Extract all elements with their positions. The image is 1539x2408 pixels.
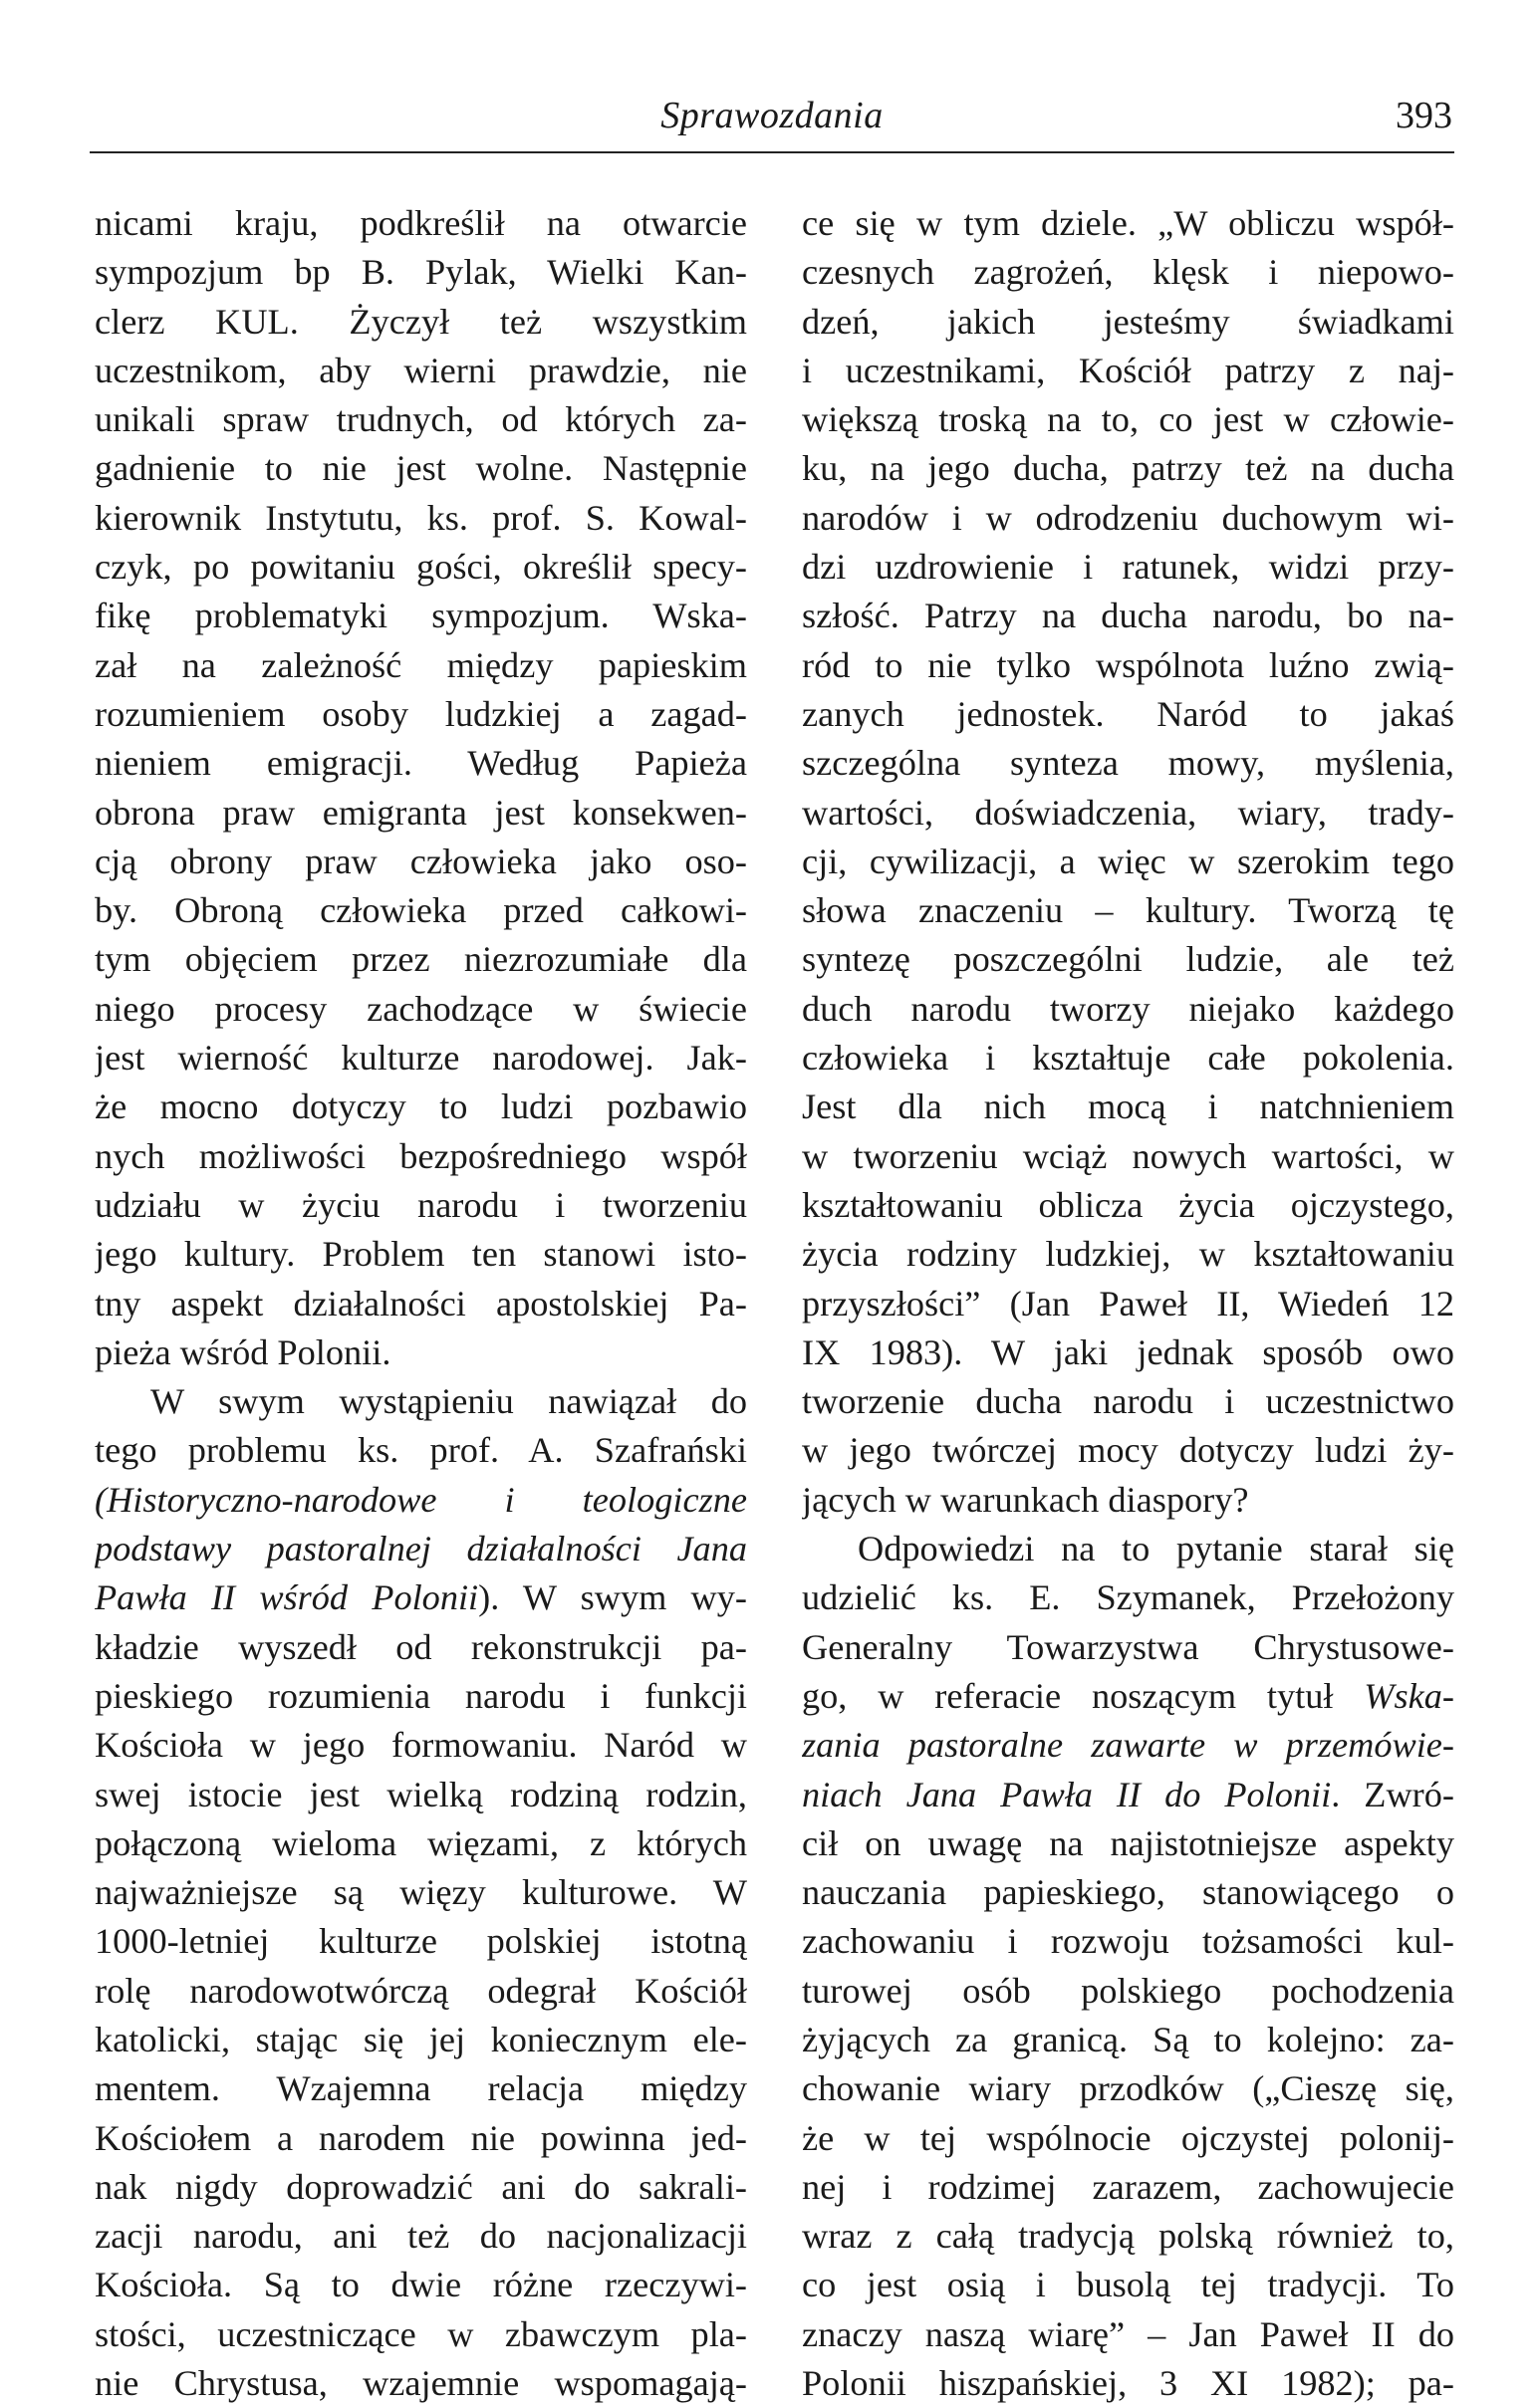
text-line: najważniejsze są więzy kulturowe. W [95,1872,747,1913]
text-line: 1000-letniej kulturze polskiej istotną [95,1921,747,1962]
text-line: W swym wystąpieniu nawiązał do [150,1381,747,1422]
text-line: wraz z całą tradycją polską również to, [802,2216,1454,2257]
text-line: nieniem emigracji. Według Papieża [95,743,747,784]
text-line: Pawła II wśród Polonii). W swym wy- [95,1577,747,1618]
text-line: nicami kraju, podkreślił na otwarcie [95,203,747,243]
text-line: Jest dla nich mocą i natchnieniem [802,1086,1454,1127]
text-line: szczególna synteza mowy, myślenia, [802,743,1454,784]
text-line: kształtowaniu oblicza życia ojczystego, [802,1184,1454,1225]
text-line: nych możliwości bezpośredniego współ [95,1135,747,1176]
page-header [90,86,1454,153]
text-line: żyjących za granicą. Są to kolejno: za- [802,2019,1454,2059]
text-line: gadnienie to nie jest wolne. Następnie [95,448,747,489]
text-line: czesnych zagrożeń, klęsk i niepowo- [802,252,1454,293]
text-line: słowa znaczeniu – kultury. Tworzą tę [802,890,1454,931]
text-line: pieskiego rozumienia narodu i funkcji [95,1675,747,1716]
text-line: nauczania papieskiego, stanowiącego o [802,1872,1454,1913]
text-line: większą troską na to, co jest w człowie- [802,399,1454,440]
text-line: szłość. Patrzy na ducha narodu, bo na- [802,596,1454,636]
text-line: katolicki, stając się jej koniecznym ele- [95,2019,747,2059]
text-line: go, w referacie noszącym tytuł Wska- [802,1675,1454,1716]
text-line: obrona praw emigranta jest konsekwen- [95,792,747,833]
text-line: kładzie wyszedł od rekonstrukcji pa- [95,1626,747,1667]
text-line: zał na zależność między papieskim [95,644,747,685]
text-line: udzielić ks. E. Szymanek, Przełożony [802,1577,1454,1618]
text-line: IX 1983). W jaki jednak sposób owo [802,1331,1454,1372]
text-line: ród to nie tylko wspólnota luźno zwią- [802,644,1454,685]
text-line: jących w warunkach diaspory? [802,1479,1249,1520]
text-line: Polonii hiszpańskiej, 3 XI 1982); pa- [802,2363,1454,2404]
text-line: Kościołem a narodem nie powinna jed- [95,2117,747,2158]
text-line: że mocno dotyczy to ludzi pozbawio [95,1086,747,1127]
text-line: w jego twórczej mocy dotyczy ludzi ży- [802,1430,1454,1471]
text-line: tny aspekt działalności apostolskiej Pa- [95,1283,747,1324]
text-line: niego procesy zachodzące w świecie [95,988,747,1029]
text-line: ku, na jego ducha, patrzy też na ducha [802,448,1454,489]
text-line: człowieka i kształtuje całe pokolenia. [802,1038,1454,1079]
text-line: clerz KUL. Życzył też wszystkim [95,301,747,342]
text-line: że w tej wspólnocie ojczystej polonij- [802,2117,1454,2158]
text-line: zacji narodu, ani też do nacjonalizacji [95,2216,747,2257]
running-title: Sprawozdania [660,95,884,136]
text-line: chowanie wiary przodków („Cieszę się, [802,2068,1454,2109]
text-line: tego problemu ks. prof. A. Szafrański [95,1430,747,1471]
text-line: dzi uzdrowienie i ratunek, widzi przy- [802,547,1454,588]
page-number: 393 [1396,95,1452,136]
text-line: pieża wśród Polonii. [95,1331,391,1372]
right-column [802,199,1454,2408]
text-line: stości, uczestniczące w zbawczym pla- [95,2313,747,2354]
text-line: nie Chrystusa, wzajemnie wspomagają- [95,2363,747,2404]
text-line: turowej osób polskiego pochodzenia [802,1970,1454,2011]
text-line: jest wierność kulturze narodowej. Jak- [95,1038,747,1079]
text-line: uczestnikom, aby wierni prawdzie, nie [95,350,747,390]
text-line: ce się w tym dziele. „W obliczu współ- [802,203,1454,243]
text-line: nak nigdy doprowadzić ani do sakrali- [95,2166,747,2207]
text-line: dzeń, jakich jesteśmy świadkami [802,301,1454,342]
text-line: by. Obroną człowieka przed całkowi- [95,890,747,931]
text-line: udziału w życiu narodu i tworzeniu [95,1184,747,1225]
text-line: cją obrony praw człowieka jako oso- [95,841,747,881]
text-line: rolę narodowotwórczą odegrał Kościół [95,1970,747,2011]
text-line: fikę problematyki sympozjum. Wska- [95,596,747,636]
text-line: rozumieniem osoby ludzkiej a zagad- [95,693,747,734]
text-line: Kościoła w jego formowaniu. Naród w [95,1725,747,1766]
text-line: czyk, po powitaniu gości, określił specy- [95,547,747,588]
text-line: narodów i w odrodzeniu duchowym wi- [802,497,1454,538]
text-line: w tworzeniu wciąż nowych wartości, w [802,1135,1454,1176]
text-line: Kościoła. Są to dwie różne rzeczywi- [95,2265,747,2305]
text-line: znaczy naszą wiarę” – Jan Paweł II do [802,2313,1454,2354]
text-line: wartości, doświadczenia, wiary, trady- [802,792,1454,833]
text-line: jego kultury. Problem ten stanowi isto- [95,1234,747,1275]
text-line: co jest osią i busolą tej tradycji. To [802,2265,1454,2305]
text-line: podstawy pastoralnej działalności Jana [95,1529,747,1569]
text-line: duch narodu tworzy niejako każdego [802,988,1454,1029]
text-line: życia rodziny ludzkiej, w kształtowaniu [802,1234,1454,1275]
text-line: syntezę poszczególni ludzie, ale też [802,939,1454,980]
text-line: swej istocie jest wielką rodziną rodzin, [95,1774,747,1814]
text-line: zachowaniu i rozwoju tożsamości kul- [802,1921,1454,1962]
text-line: niach Jana Pawła II do Polonii. Zwró- [802,1774,1454,1814]
text-line: tworzenie ducha narodu i uczestnictwo [802,1381,1454,1422]
text-line: przyszłości” (Jan Paweł II, Wiedeń 12 [802,1283,1454,1324]
text-line: cił on uwagę na najistotniejsze aspekty [802,1822,1454,1863]
text-line: sympozjum bp B. Pylak, Wielki Kan- [95,252,747,293]
text-line: i uczestnikami, Kościół patrzy z naj- [802,350,1454,390]
text-line: (Historyczno-narodowe i teologiczne [95,1479,747,1520]
left-column [95,199,747,2408]
text-line: połączoną wieloma więzami, z których [95,1822,747,1863]
text-line: nej i rodzimej zarazem, zachowujecie [802,2166,1454,2207]
text-line: unikali spraw trudnych, od których za- [95,399,747,440]
text-line: kierownik Instytutu, ks. prof. S. Kowal- [95,497,747,538]
text-line: zanych jednostek. Naród to jakaś [802,693,1454,734]
text-line: cji, cywilizacji, a więc w szerokim tego [802,841,1454,881]
text-line: zania pastoralne zawarte w przemówie- [802,1725,1454,1766]
text-line: Odpowiedzi na to pytanie starał się [858,1529,1454,1569]
text-line: Generalny Towarzystwa Chrystusowe- [802,1626,1454,1667]
text-line: mentem. Wzajemna relacja między [95,2068,747,2109]
text-line: tym objęciem przez niezrozumiałe dla [95,939,747,980]
